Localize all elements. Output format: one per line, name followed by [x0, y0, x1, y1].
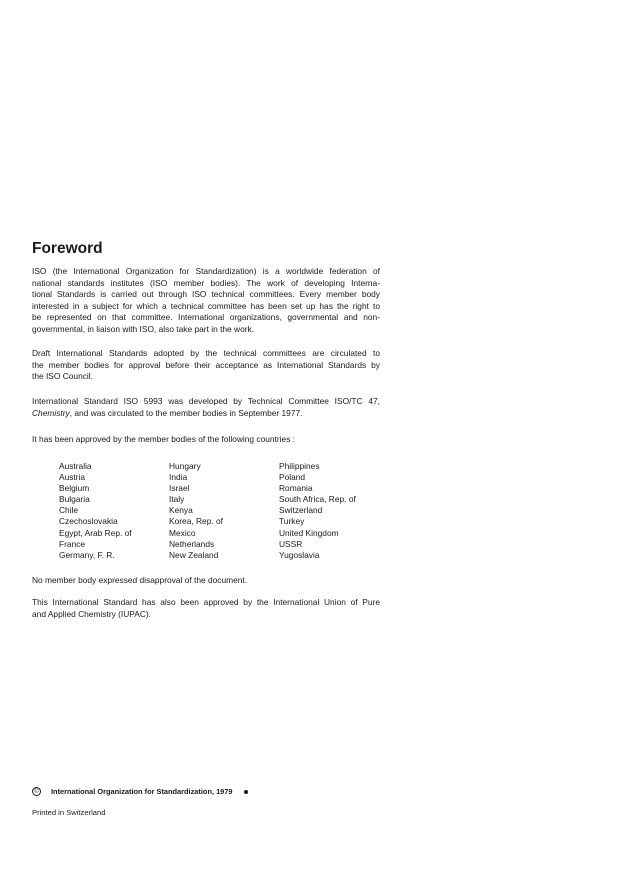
text-fragment: , and was circulated to the member bodies in September 1977. — [69, 407, 303, 418]
printed-in-note: Printed in Switzerland — [32, 808, 106, 817]
copyright-icon: © — [32, 787, 41, 796]
country-item: France — [59, 538, 86, 549]
country-item: Switzerland — [279, 505, 323, 516]
foreword-paragraph-iso — [32, 266, 380, 336]
country-item: USSR — [279, 538, 303, 549]
committee-name: Chemistry — [32, 407, 70, 418]
country-item: Kenya — [169, 505, 193, 516]
country-item: Germany, F. R. — [59, 549, 115, 560]
page-title: Foreword — [32, 240, 103, 257]
country-item: Chile — [59, 505, 79, 516]
text-line: This International Standard has also been approved by the International Union of Pure — [32, 597, 380, 607]
country-item: Italy — [169, 494, 185, 505]
country-item: Romania — [279, 483, 313, 494]
country-item: Yugoslavia — [279, 549, 320, 560]
country-item: Mexico — [169, 527, 196, 538]
text-line: tional Standards is carried out through ISO technical committees. Every member body — [32, 289, 380, 300]
country-item: Poland — [279, 472, 306, 483]
text-line: ISO (the International Organization for Standardization) is a worldwide federation of — [32, 266, 380, 276]
foreword-paragraph-drafts — [32, 348, 380, 383]
copyright-text: International Organization for Standardization, 1979 — [51, 787, 233, 796]
text-line: be represented on that committee. International organizations, governmental and non- — [32, 312, 380, 323]
country-item: Australia — [59, 461, 92, 471]
text-line: Draft International Standards adopted by the technical committees are circulated to — [32, 348, 380, 358]
text-line: interested in a subject for which a technical committee has been set up has the right to — [32, 300, 380, 311]
text-line: and Applied Chemistry (IUPAC). — [32, 608, 151, 619]
foreword-paragraph-development — [32, 396, 380, 419]
text-line — [32, 408, 380, 420]
disapproval-note: No member body expressed disapproval of the document. — [32, 575, 248, 585]
country-item: United Kingdom — [279, 527, 339, 538]
bullet-icon — [244, 790, 248, 794]
country-item: Korea, Rep. of — [169, 516, 224, 527]
country-column-1 — [59, 461, 169, 561]
country-column-3 — [279, 461, 389, 561]
country-item: Austria — [59, 472, 86, 483]
country-item: South Africa, Rep. of — [279, 494, 356, 505]
text-line: governmental, in liaison with ISO, also take part in the work. — [32, 323, 255, 334]
country-column-2 — [169, 461, 279, 561]
text-line: the member bodies for approval before their acceptance as International Standards by — [32, 359, 380, 370]
iupac-approval-paragraph — [32, 597, 380, 620]
country-item: Czechoslovakia — [59, 516, 118, 527]
country-item: Israel — [169, 483, 190, 494]
country-item: Egypt, Arab Rep. of — [59, 527, 132, 538]
country-item: India — [169, 472, 188, 483]
country-item: New Zealand — [169, 549, 219, 560]
country-item: Netherlands — [169, 538, 215, 549]
country-item: Philippines — [279, 461, 320, 471]
country-item: Bulgaria — [59, 494, 90, 505]
approval-intro: It has been approved by the member bodies of the following countries : — [32, 434, 296, 444]
text-line: the ISO Council. — [32, 371, 93, 382]
country-item: Turkey — [279, 516, 305, 527]
country-item: Belgium — [59, 483, 90, 494]
text-line: national standards institutes (ISO member bodies). The work of developing Interna- — [32, 277, 380, 288]
country-item: Hungary — [169, 461, 201, 471]
country-list — [59, 461, 389, 561]
text-line: International Standard ISO 5993 was developed by Technical Committee ISO/TC 47, — [32, 396, 380, 406]
copyright-footer — [32, 787, 248, 796]
